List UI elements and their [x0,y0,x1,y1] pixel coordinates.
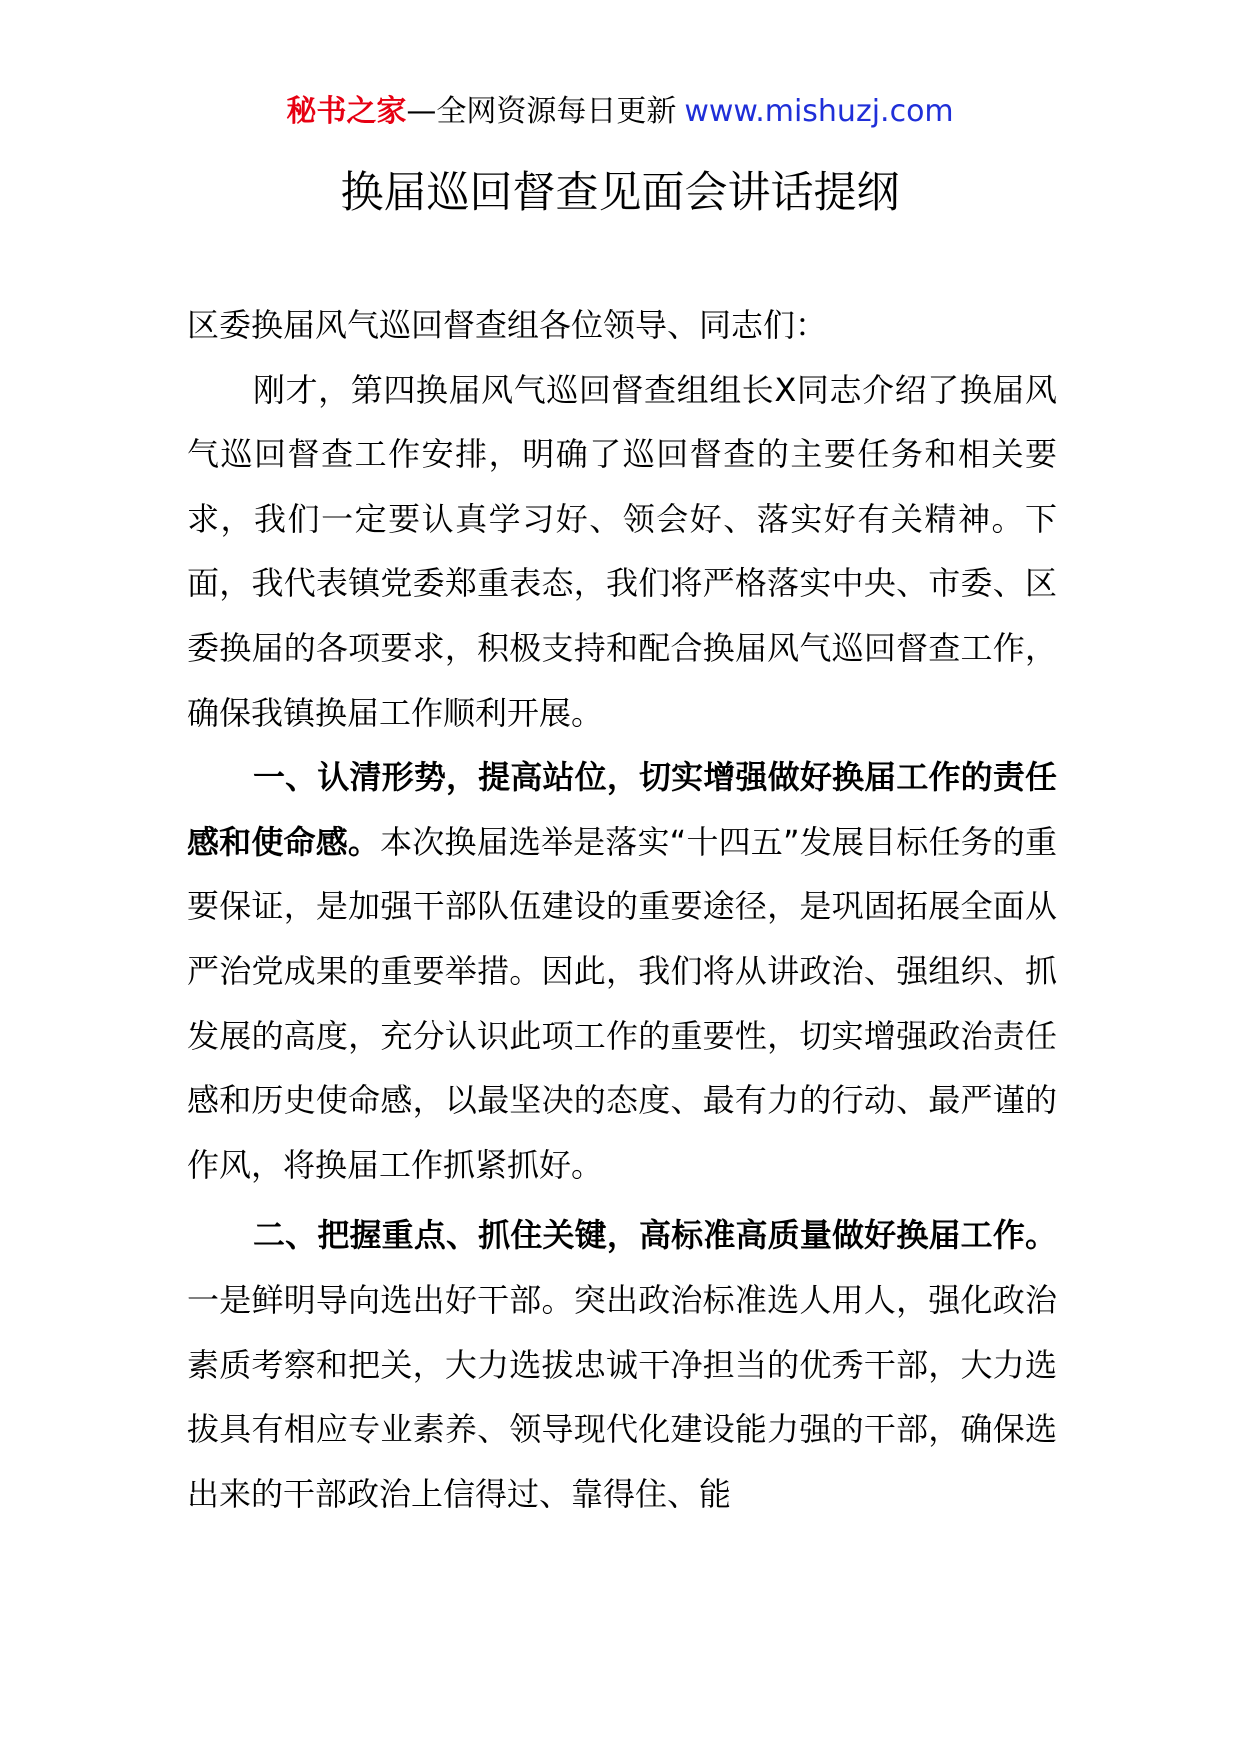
paragraph-text: 刚才，第四换届风气巡回督查组组长X同志介绍了换届风气巡回督查工作安排，明确了巡回督查的主要任务和相关要求，我们一定要认真学习好、领会好、落实好有关精神。下面，我代表镇党委郑重表态，我们将严格落实中央、市委、区委换届的各项要求，积极支持和配合换届风气巡回督查工作，确保我镇换届工作顺利开展。 [187,370,1057,732]
header-tagline: —全网资源每日更新 [406,94,677,129]
salutation: 区委换届风气巡回督查组各位领导、同志们： [187,306,828,344]
body-paragraph [187,745,1057,1197]
site-header [0,92,1240,132]
paragraph-text: 一是鲜明导向选出好干部。突出政治标准选人用人，强化政治素质考察和把关，大力选拔忠诚干净担当的优秀干部，大力选拔具有相应专业素养、领导现代化建设能力强的干部，确保选出来的干部政治上信得过、靠得住、能 [187,1280,1057,1513]
body-paragraph [187,1203,1057,1526]
paragraph-heading: 一、认清形势，提高站位，切实增强做好换届工作的责任感和使命感。 [187,758,1057,861]
paragraph-text: 本次换届选举是落实“十四五”发展目标任务的重要保证，是加强干部队伍建设的重要途径，是巩固拓展全面从严治党成果的重要举措。因此，我们将从讲政治、强组织、抓发展的高度，充分认识此项工作的重要性，切实增强政治责任感和历史使命感，以最坚决的态度、最有力的行动、最严谨的作风，将换届工作抓紧抓好。 [187,822,1057,1184]
document-body [187,293,1057,1526]
body-paragraph [187,358,1057,746]
document-title: 换届巡回督查见面会讲话提纲 [340,168,900,218]
site-url-link[interactable]: www.mishuzj.com [684,94,954,129]
paragraph-heading: 二、把握重点、抓住关键，高标准高质量做好换届工作。 [253,1216,1057,1255]
brand-name: 秘书之家 [286,94,407,129]
